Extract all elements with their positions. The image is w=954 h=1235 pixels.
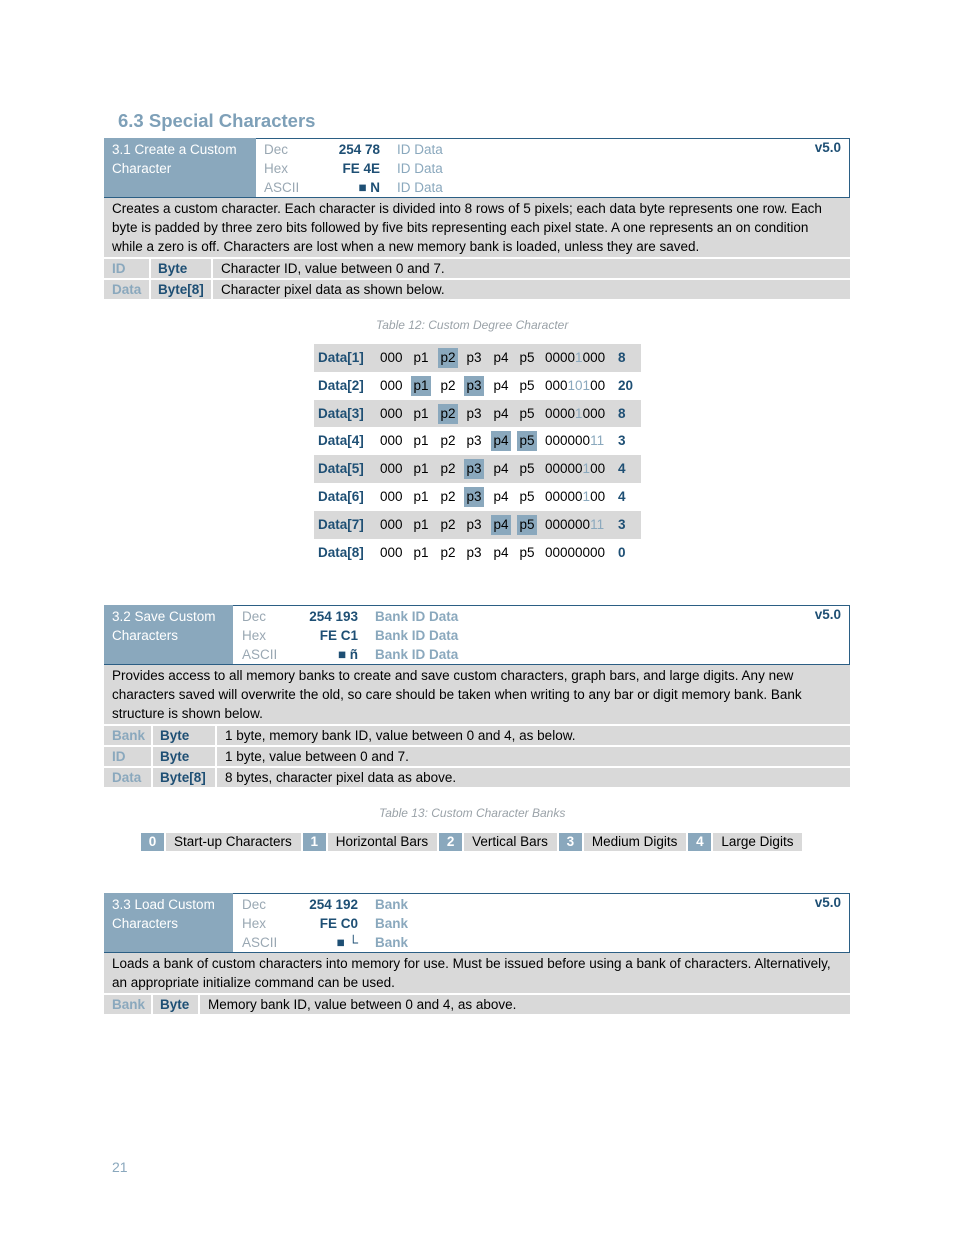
param-row [104, 259, 850, 278]
hex-label: Hex [242, 916, 267, 931]
page-number: 21 [112, 1159, 128, 1175]
hex-value: FE 4E [342, 161, 380, 176]
ascii-value: ■ └ [336, 935, 358, 950]
ascii-label: ASCII [242, 935, 278, 950]
command-description: Loads a bank of custom characters into memory for use. Must be issued before using a bank of characters. Alternatively, an appropriate initialize command can be used. [104, 953, 850, 993]
pixel-bit-off: p1 [413, 405, 429, 421]
decimal-value: 8 [618, 350, 626, 365]
binary-value [545, 515, 604, 535]
binary-on-bits: 1 [575, 350, 583, 365]
pixel-bit-off: p4 [493, 350, 509, 365]
param-desc: 8 bytes, character pixel data as above. [217, 768, 850, 787]
pixel-bit-off: p4 [493, 488, 509, 504]
pixel-bit-off: p3 [466, 516, 482, 532]
param-row [104, 726, 850, 745]
binary-prefix: 00000000 [545, 544, 606, 560]
pixel-bit-off: p5 [519, 544, 535, 560]
version-label: v5.0 [814, 607, 841, 622]
bitmap-row [314, 539, 641, 567]
pixel-bit-off: p2 [440, 488, 456, 504]
version-label: v5.0 [814, 895, 841, 910]
ascii-param: Bank [375, 935, 409, 950]
hex-param: ID Data [397, 161, 443, 176]
bank-name: Horizontal Bars [328, 833, 437, 851]
param-type: Byte [153, 726, 215, 745]
bank-number: 1 [303, 833, 326, 851]
binary-on-bits: 1 [582, 488, 591, 504]
command-description: Provides access to all memory banks to create and save custom characters, graph bars, and large digits. Any new characters saved will overwrite the old, so care should be taken when writing to any bar or digit memory bank. Bank structure is shown below. [104, 665, 850, 724]
command-name-line1: 3.2 Save Custom [112, 609, 216, 624]
command-description: Creates a custom character. Each character is divided into 8 rows of 5 pixels; each data byte represents one row. Each byte is padded by three zero bits followed by five bits representing each pixel state. A one represents an on condition while a zero is off. Characters are lost when a new memory bank is loaded, unless they are saved. [104, 198, 850, 257]
bank-number: 2 [439, 833, 462, 851]
pixel-bit-off: p2 [440, 516, 456, 532]
memory-banks-table [141, 833, 804, 851]
padding-bits: 000 [380, 488, 403, 504]
pixel-bit-on: p2 [438, 404, 458, 424]
bank-number: 4 [688, 833, 711, 851]
decimal-value: 8 [618, 405, 626, 421]
command-create-custom-character [104, 138, 850, 299]
command-name [104, 893, 233, 952]
param-name: Data [104, 768, 151, 787]
pixel-bit-on: p3 [464, 459, 484, 479]
bitmap-row [314, 344, 641, 372]
binary-suffix: 00 [590, 461, 606, 477]
param-name: Bank [104, 726, 151, 745]
pixel-bit-on: p1 [411, 376, 431, 396]
pixel-bit-off: p5 [519, 350, 535, 365]
binary-value [545, 348, 605, 368]
dec-param: Bank ID Data [375, 609, 459, 624]
dec-value: 254 78 [338, 142, 380, 157]
dec-value: 254 192 [309, 897, 358, 912]
bitmap-row [314, 511, 641, 539]
binary-on-bits: 101 [567, 377, 591, 393]
dec-label: Dec [242, 609, 267, 624]
param-type: Byte[8] [153, 768, 215, 787]
bitmap-row [314, 427, 641, 455]
binary-prefix: 00000 [545, 488, 583, 504]
decimal-value: 3 [618, 433, 626, 449]
param-desc: Memory bank ID, value between 0 and 4, as above. [200, 995, 850, 1014]
pixel-bit-off: p5 [519, 405, 535, 421]
decimal-value: 0 [618, 544, 626, 560]
command-header [104, 138, 850, 198]
param-row [104, 995, 850, 1014]
param-row [104, 280, 850, 299]
param-desc: 1 byte, memory bank ID, value between 0 and 4, as below. [217, 726, 850, 745]
command-header [104, 605, 850, 665]
param-type: Byte [151, 259, 211, 278]
hex-value: FE C0 [319, 916, 358, 931]
table-caption: Table 13: Custom Character Banks [379, 806, 566, 820]
pixel-bit-off: p4 [493, 544, 509, 560]
pixel-bit-off: p5 [519, 488, 535, 504]
command-name [104, 138, 256, 197]
param-name: Data [104, 280, 149, 299]
pixel-bit-on: p2 [438, 348, 458, 368]
pixel-bit-off: p1 [413, 461, 429, 477]
param-type: Byte [153, 747, 215, 766]
pixel-bit-on: p5 [517, 515, 537, 535]
padding-bits: 000 [380, 544, 403, 560]
command-name [104, 605, 233, 664]
dec-label: Dec [242, 897, 267, 912]
hex-value: FE C1 [319, 628, 358, 643]
binary-on-bits: 11 [590, 516, 605, 532]
bitmap-row [314, 483, 641, 511]
decimal-value: 4 [618, 461, 626, 477]
binary-on-bits: 1 [582, 461, 591, 477]
param-name: Bank [104, 995, 151, 1014]
ascii-value: ■ ñ [337, 647, 358, 662]
ascii-param: Bank ID Data [375, 647, 459, 662]
decimal-value: 20 [618, 377, 634, 393]
pixel-bit-on: p4 [491, 515, 511, 535]
hex-param: Bank ID Data [375, 628, 459, 643]
version-label: v5.0 [814, 140, 841, 155]
pixel-bit-off: p1 [413, 488, 429, 504]
pixel-bit-off: p2 [440, 544, 456, 560]
dec-label: Dec [264, 142, 289, 157]
pixel-bit-off: p3 [466, 350, 482, 365]
bank-name: Start-up Characters [166, 833, 301, 851]
binary-prefix: 0000 [545, 405, 576, 421]
binary-value [545, 459, 605, 479]
decimal-value: 3 [618, 516, 626, 532]
pixel-bit-off: p3 [466, 405, 482, 421]
binary-prefix: 000000 [545, 516, 591, 532]
ascii-value: ■ N [358, 180, 380, 195]
binary-on-bits: 11 [590, 433, 605, 449]
pixel-bit-off: p3 [466, 544, 482, 560]
ascii-label: ASCII [264, 180, 300, 195]
command-name-line2: Character [112, 161, 172, 176]
bitmap-row [314, 455, 641, 483]
binary-suffix: 00 [590, 377, 606, 393]
row-label: Data[1] [318, 350, 364, 365]
binary-value [545, 543, 605, 563]
command-name-line2: Characters [112, 628, 179, 643]
pixel-bit-off: p1 [413, 433, 429, 449]
pixel-bit-off: p2 [440, 461, 456, 477]
command-header [104, 893, 850, 953]
command-name-line1: 3.1 Create a Custom [112, 142, 237, 157]
pixel-bit-off: p1 [413, 516, 429, 532]
binary-prefix: 000 [545, 377, 568, 393]
bank-name: Vertical Bars [464, 833, 557, 851]
binary-suffix: 000 [582, 405, 606, 421]
pixel-bit-on: p3 [464, 376, 484, 396]
pixel-bit-off: p5 [519, 461, 535, 477]
hex-label: Hex [242, 628, 267, 643]
param-desc: Character ID, value between 0 and 7. [213, 259, 850, 278]
pixel-bit-off: p1 [413, 350, 429, 365]
binary-value [545, 431, 604, 451]
ascii-label: ASCII [242, 647, 278, 662]
binary-prefix: 000000 [545, 433, 591, 449]
param-type: Byte [153, 995, 198, 1014]
param-desc: Character pixel data as shown below. [213, 280, 850, 299]
pixel-bit-off: p4 [493, 461, 509, 477]
bank-name: Large Digits [713, 833, 802, 851]
padding-bits: 000 [380, 433, 403, 449]
binary-value [545, 404, 605, 424]
bitmap-row [314, 400, 641, 428]
dec-param: ID Data [397, 142, 443, 157]
binary-value [545, 487, 605, 507]
padding-bits: 000 [380, 516, 403, 532]
command-name-line2: Characters [112, 916, 179, 931]
command-save-custom-characters [104, 605, 850, 787]
pixel-bit-on: p3 [464, 487, 484, 507]
binary-on-bits: 1 [575, 405, 583, 421]
binary-suffix: 00 [590, 488, 606, 504]
param-name: ID [104, 259, 149, 278]
bank-number: 3 [559, 833, 582, 851]
command-load-custom-characters [104, 893, 850, 1014]
custom-character-bitmap-table [314, 344, 641, 566]
bitmap-row [314, 372, 641, 400]
pixel-bit-off: p2 [440, 377, 456, 393]
padding-bits: 000 [380, 405, 403, 421]
hex-param: Bank [375, 916, 409, 931]
row-label: Data[3] [318, 405, 364, 421]
binary-prefix: 00000 [545, 461, 583, 477]
row-label: Data[2] [318, 377, 364, 393]
binary-prefix: 0000 [545, 350, 576, 365]
pixel-bit-off: p4 [493, 377, 509, 393]
dec-param: Bank [375, 897, 409, 912]
padding-bits: 000 [380, 350, 403, 365]
pixel-bit-off: p4 [493, 405, 509, 421]
row-label: Data[5] [318, 461, 364, 477]
command-name-line1: 3.3 Load Custom [112, 897, 215, 912]
pixel-bit-off: p3 [466, 433, 482, 449]
param-name: ID [104, 747, 151, 766]
ascii-param: ID Data [397, 180, 443, 195]
pixel-bit-off: p5 [519, 377, 535, 393]
binary-value [545, 376, 605, 396]
binary-suffix: 000 [582, 350, 606, 365]
param-desc: 1 byte, value between 0 and 7. [217, 747, 850, 766]
dec-value: 254 193 [309, 609, 358, 624]
pixel-bit-on: p5 [517, 431, 537, 451]
row-label: Data[7] [318, 516, 364, 532]
padding-bits: 000 [380, 377, 403, 393]
section-title: 6.3 Special Characters [118, 110, 316, 131]
row-label: Data[4] [318, 433, 364, 449]
bank-name: Medium Digits [584, 833, 687, 851]
param-row [104, 747, 850, 766]
hex-label: Hex [264, 161, 289, 176]
param-type: Byte[8] [151, 280, 211, 299]
pixel-bit-on: p4 [491, 431, 511, 451]
padding-bits: 000 [380, 461, 403, 477]
decimal-value: 4 [618, 488, 626, 504]
table-caption: Table 12: Custom Degree Character [376, 318, 569, 332]
bank-number: 0 [141, 833, 164, 851]
row-label: Data[6] [318, 488, 364, 504]
row-label: Data[8] [318, 544, 364, 560]
param-row [104, 768, 850, 787]
pixel-bit-off: p1 [413, 544, 429, 560]
pixel-bit-off: p2 [440, 433, 456, 449]
